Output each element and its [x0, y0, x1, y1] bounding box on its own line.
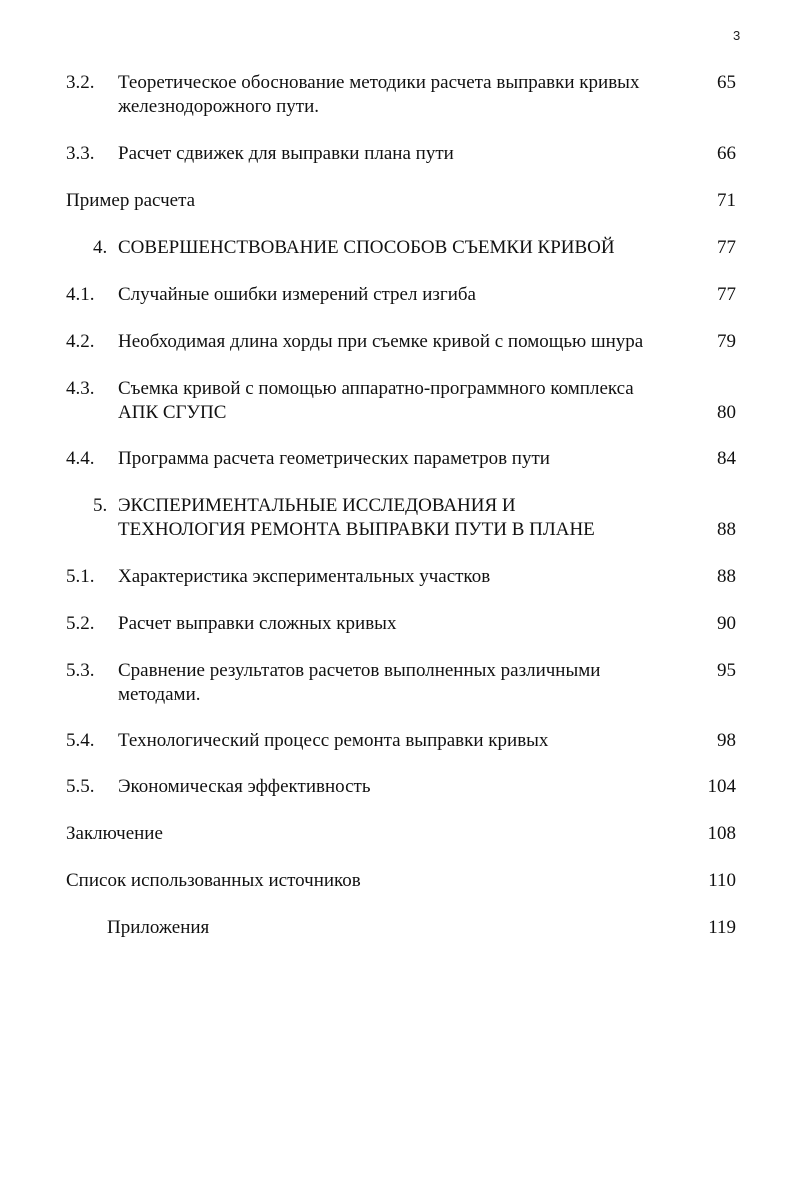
toc-entry-page: 84 — [717, 448, 736, 469]
toc-entry-page: 110 — [708, 870, 736, 891]
toc-entry-number: 4.3. — [66, 378, 95, 399]
toc-entry-number: 5.5. — [66, 776, 95, 797]
toc-entry-title: Характеристика экспериментальных участков — [118, 566, 491, 587]
toc-entry-page: 80 — [717, 402, 736, 423]
toc-entry-title: Заключение — [66, 823, 163, 844]
toc-entry[interactable] — [66, 612, 736, 636]
toc-entry[interactable] — [66, 775, 736, 799]
toc-entry-number: 5. — [93, 495, 108, 516]
toc-entry-number: 3.2. — [66, 72, 95, 93]
toc-chapter-entry[interactable] — [66, 494, 736, 542]
toc-entry-title: Сравнение результатов расчетов выполненных различными методами. — [118, 660, 601, 705]
toc-entry-title: Экономическая эффективность — [118, 776, 371, 797]
toc-entry-title: Технологический процесс ремонта выправки кривых — [118, 730, 549, 751]
toc-entry[interactable] — [66, 447, 736, 471]
toc-entry-title: Приложения — [107, 917, 210, 938]
toc-entry-number: 4. — [93, 237, 108, 258]
toc-entry-title: Съемка кривой с помощью аппаратно-программного комплекса АПК СГУПС — [118, 378, 634, 423]
toc-entry-page: 77 — [717, 237, 736, 258]
toc-chapter-entry[interactable] — [66, 236, 736, 260]
toc-entry-page: 119 — [708, 917, 736, 938]
toc-entry[interactable] — [66, 565, 736, 589]
toc-entry[interactable] — [66, 659, 736, 707]
toc-entry-page: 88 — [717, 519, 736, 540]
toc-entry-number: 5.3. — [66, 660, 95, 681]
page-number: 3 — [733, 28, 741, 43]
toc-entry-number: 4.1. — [66, 284, 95, 305]
toc-entry-title: Пример расчета — [66, 190, 196, 211]
toc-entry[interactable] — [66, 189, 736, 213]
toc-entry-page: 108 — [707, 823, 736, 844]
toc-entry-page: 95 — [717, 660, 736, 681]
toc-entry-title: Список использованных источников — [66, 870, 361, 891]
toc-entry-page: 79 — [717, 331, 736, 352]
toc-entry-title: Теоретическое обоснование методики расчета выправки кривых железнодорожного пути. — [118, 72, 640, 117]
toc-entry[interactable] — [66, 729, 736, 753]
toc-entry-number: 4.4. — [66, 448, 95, 469]
toc-entry-page: 90 — [717, 613, 736, 634]
toc-entry[interactable] — [66, 71, 736, 119]
toc-entry-title: Программа расчета геометрических параметров пути — [118, 448, 550, 469]
toc-entry[interactable] — [66, 283, 736, 307]
toc-entry-page: 88 — [717, 566, 736, 587]
toc-entry-title: СОВЕРШЕНСТВОВАНИЕ СПОСОБОВ СЪЕМКИ КРИВОЙ — [118, 237, 615, 258]
toc-entry-title: Необходимая длина хорды при съемке кривой с помощью шнура — [118, 331, 644, 352]
toc-entry-page: 98 — [717, 730, 736, 751]
toc-entry-number: 4.2. — [66, 331, 95, 352]
toc-entry-number: 3.3. — [66, 143, 95, 164]
toc-entry-page: 104 — [707, 776, 736, 797]
toc-entry-page: 66 — [717, 143, 736, 164]
toc-entry[interactable] — [66, 869, 736, 893]
toc-entry-title: ЭКСПЕРИМЕНТАЛЬНЫЕ ИССЛЕДОВАНИЯ И ТЕХНОЛОГИЯ РЕМОНТА ВЫПРАВКИ ПУТИ В ПЛАНЕ — [118, 495, 595, 540]
toc-entry-page: 65 — [717, 72, 736, 93]
toc-entry[interactable] — [66, 377, 736, 425]
toc-entry-title: Случайные ошибки измерений стрел изгиба — [118, 284, 476, 305]
toc-entry-page: 71 — [717, 190, 736, 211]
toc-entry-page: 77 — [717, 284, 736, 305]
toc-entry[interactable] — [66, 142, 736, 166]
toc-entry-number: 5.1. — [66, 566, 95, 587]
toc-entry-title: Расчет выправки сложных кривых — [118, 613, 397, 634]
toc-entry[interactable] — [66, 822, 736, 846]
toc-entry-number: 5.2. — [66, 613, 95, 634]
toc-entry[interactable] — [66, 330, 736, 354]
toc-entry-title: Расчет сдвижек для выправки плана пути — [118, 143, 454, 164]
toc-entry-number: 5.4. — [66, 730, 95, 751]
toc-entry[interactable] — [66, 916, 736, 940]
